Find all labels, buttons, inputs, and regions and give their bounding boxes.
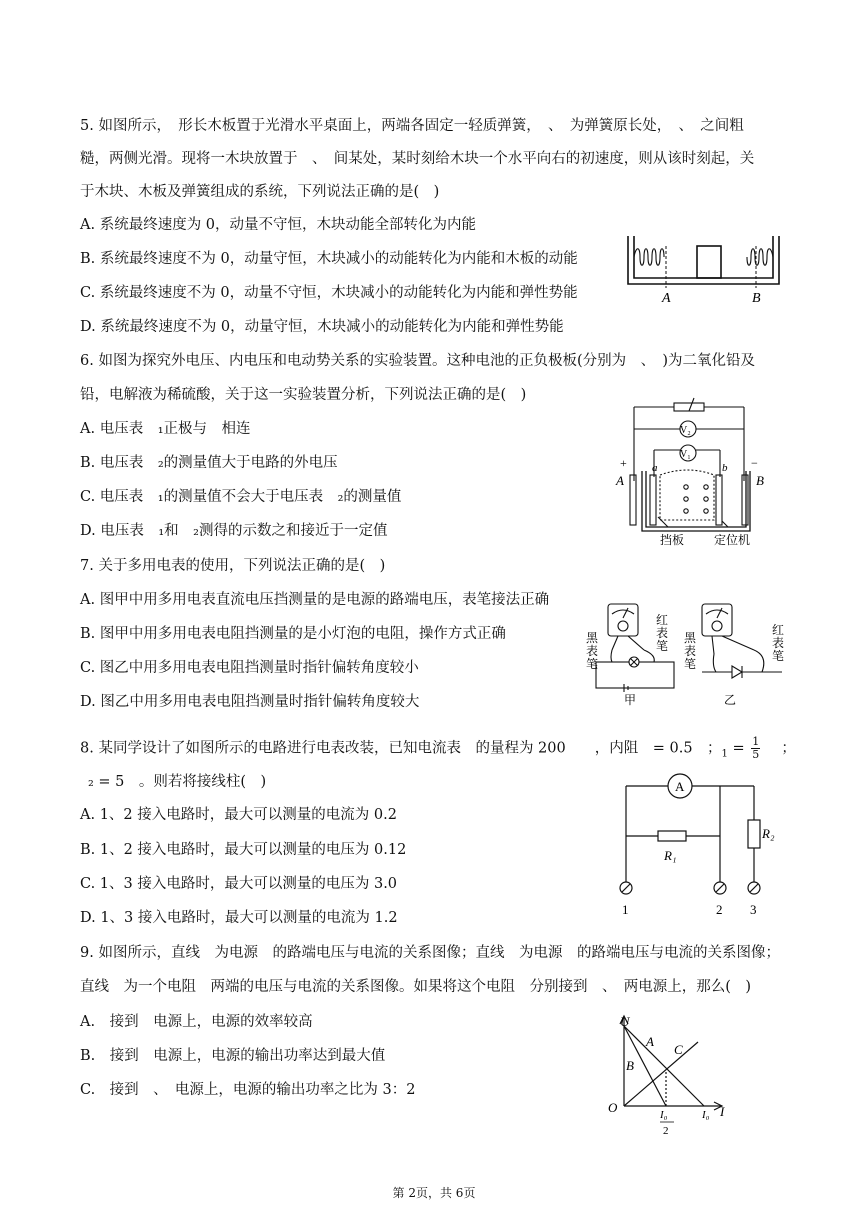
q6-option-c: C. 电压表 ₁的测量值不会大于电压表 ₂的测量值 — [80, 489, 402, 505]
q6-stem-line1: 6. 如图为探究外电压、内电压和电动势关系的实验装置。这种电池的正负极板(分别为 、 )为二氧化铅及 — [80, 353, 756, 369]
q6-voltmeter-v2: V₂ — [680, 425, 691, 436]
q9-axis-i: I — [720, 1104, 725, 1119]
q7-option-a: A. 图甲中用多用电表直流电压挡测量的是电源的路端电压，表笔接法正确 — [80, 592, 550, 608]
q9-option-b: B. 接到 电源上，电源的输出功率达到最大值 — [80, 1048, 386, 1064]
q6-voltmeter-v1: V₁ — [680, 449, 691, 460]
q8-r2-label: R₂ — [762, 826, 775, 841]
q5-label-b: B — [752, 291, 761, 306]
q6-battery-figure — [610, 395, 772, 547]
q8-stem-line2: ₂ = 5 。则若将接线柱( ) — [88, 774, 267, 790]
q9-i0-label: I₀ — [702, 1109, 710, 1121]
q8-option-b: B. 1、2 接入电路时，最大可以测量的电压为 0.12 — [80, 842, 407, 858]
q7-figure-jia-label: 甲 — [624, 693, 637, 707]
q8-equals: = — [732, 740, 745, 757]
q6-plus-sign: + — [620, 456, 627, 470]
q9-stem-line2: 直线 为一个电阻 两端的电压与电流的关系图像。如果将这个电阻 分别接到 、 两电源上，那么( ) — [80, 979, 752, 995]
q9-line-c-label: C — [674, 1042, 683, 1057]
q8-stem-part1: 8. 某同学设计了如图所示的电路进行电表改装，已知电流表 的量程为 200 ，内阻 = 0.5 ； — [80, 740, 722, 757]
q5-option-c: C. 系统最终速度不为 0，动量不守恒，木块减小的动能转化为内能和弹性势能 — [80, 285, 578, 301]
q8-stem-line1 — [80, 736, 796, 764]
q9-line-a-label: A — [646, 1034, 654, 1049]
q7-red-probe-label-jia: 红表笔 — [656, 613, 669, 653]
q8-terminal-3: 3 — [750, 902, 757, 917]
page-footer: 第 2页，共 6页 — [392, 1186, 476, 1200]
q6-baffle-label: 挡板 — [660, 533, 685, 547]
q6-label-b-small: b — [722, 462, 728, 474]
q9-option-c: C. 接到 、 电源上，电源的输出功率之比为 3：2 — [80, 1082, 416, 1098]
q8-r1-subscript: 1 — [721, 748, 728, 760]
q6-option-d: D. 电压表 ₁和 ₂测得的示数之和接近于一定值 — [80, 523, 388, 539]
q9-axis-u: U — [620, 1014, 630, 1029]
q8-option-a: A. 1、2 接入电路时，最大可以测量的电流为 0.2 — [80, 807, 397, 823]
q7-black-probe-label-yi: 黑表笔 — [684, 631, 697, 671]
q9-line-b-label: B — [626, 1058, 634, 1073]
q8-option-c: C. 1、3 接入电路时，最大可以测量的电压为 3.0 — [80, 876, 398, 892]
q9-half-i0-num: I₀ — [660, 1109, 668, 1121]
q5-label-a: A — [662, 291, 671, 306]
q7-option-d: D. 图乙中用多用电表电阻挡测量时指针偏转角度较大 — [80, 694, 420, 710]
q7-option-b: B. 图甲中用多用电表电阻挡测量的是小灯泡的电阻，操作方式正确 — [80, 626, 506, 642]
q6-positioner-label: 定位机 — [714, 533, 751, 547]
q8-r1-label: R₁ — [664, 848, 677, 863]
q8-ammeter-label: A — [675, 779, 685, 794]
q5-stem-line3: 于木块、木板及弹簧组成的系统，下列说法正确的是( ) — [80, 184, 440, 200]
q9-option-a: A. 接到 电源上，电源的效率较高 — [80, 1014, 313, 1030]
q6-label-a-small: a — [652, 462, 658, 474]
q8-terminal-1: 1 — [622, 902, 629, 917]
q8-r1-fraction — [751, 736, 760, 761]
q8-stem-end: ； — [766, 740, 796, 757]
q8-circuit-figure — [608, 768, 788, 918]
q7-black-probe-label-jia: 黑表笔 — [586, 631, 599, 671]
q8-frac-num: 1 — [752, 735, 760, 748]
q8-terminal-2: 2 — [716, 902, 723, 917]
q5-stem-line2: 糙，两侧光滑。现将一木块放置于 、 间某处，某时刻给木块一个水平向右的初速度，则从该时刻起，关 — [80, 151, 755, 167]
q5-stem-line1: 5. 如图所示， 形长木板置于光滑水平桌面上，两端各固定一轻质弹簧， 、 为弹簧原长处， 、 之间粗 — [80, 118, 744, 134]
q6-stem-line2: 铅，电解液为稀硫酸，关于这一实验装置分析，下列说法正确的是( ) — [80, 387, 527, 403]
q6-option-a: A. 电压表 ₁正极与 相连 — [80, 421, 251, 437]
q5-option-a: A. 系统最终速度为 0，动量不守恒，木块动能全部转化为内能 — [80, 217, 477, 233]
q7-multimeter-figures — [582, 600, 788, 710]
q8-frac-den: 5 — [752, 748, 760, 761]
q6-electrode-b: B — [756, 473, 764, 488]
q9-stem-line1: 9. 如图所示，直线 为电源 的路端电压与电流的关系图像；直线 为电源 的路端电压与电流的关系图像； — [80, 945, 780, 961]
q6-electrode-a: A — [616, 473, 624, 488]
q7-option-c: C. 图乙中用多用电表电阻挡测量时指针偏转角度较小 — [80, 660, 419, 676]
q6-option-b: B. 电压表 ₂的测量值大于电路的外电压 — [80, 455, 338, 471]
q9-ui-graph — [604, 1012, 740, 1140]
q9-half-i0-den: 2 — [663, 1125, 669, 1137]
q5-option-d: D. 系统最终速度不为 0，动量守恒，木块减小的动能转化为内能和弹性势能 — [80, 319, 564, 335]
q5-figure-board-springs — [624, 232, 784, 310]
q7-stem: 7. 关于多用电表的使用，下列说法正确的是( ) — [80, 558, 386, 574]
q7-figure-yi-label: 乙 — [724, 693, 737, 707]
q9-origin-label: O — [608, 1100, 618, 1115]
q5-option-b: B. 系统最终速度不为 0，动量守恒，木块减小的动能转化为内能和木板的动能 — [80, 251, 578, 267]
q8-option-d: D. 1、3 接入电路时，最大可以测量的电流为 1.2 — [80, 910, 398, 926]
q6-minus-sign: − — [751, 456, 758, 470]
q7-red-probe-label-yi: 红表笔 — [772, 623, 785, 663]
